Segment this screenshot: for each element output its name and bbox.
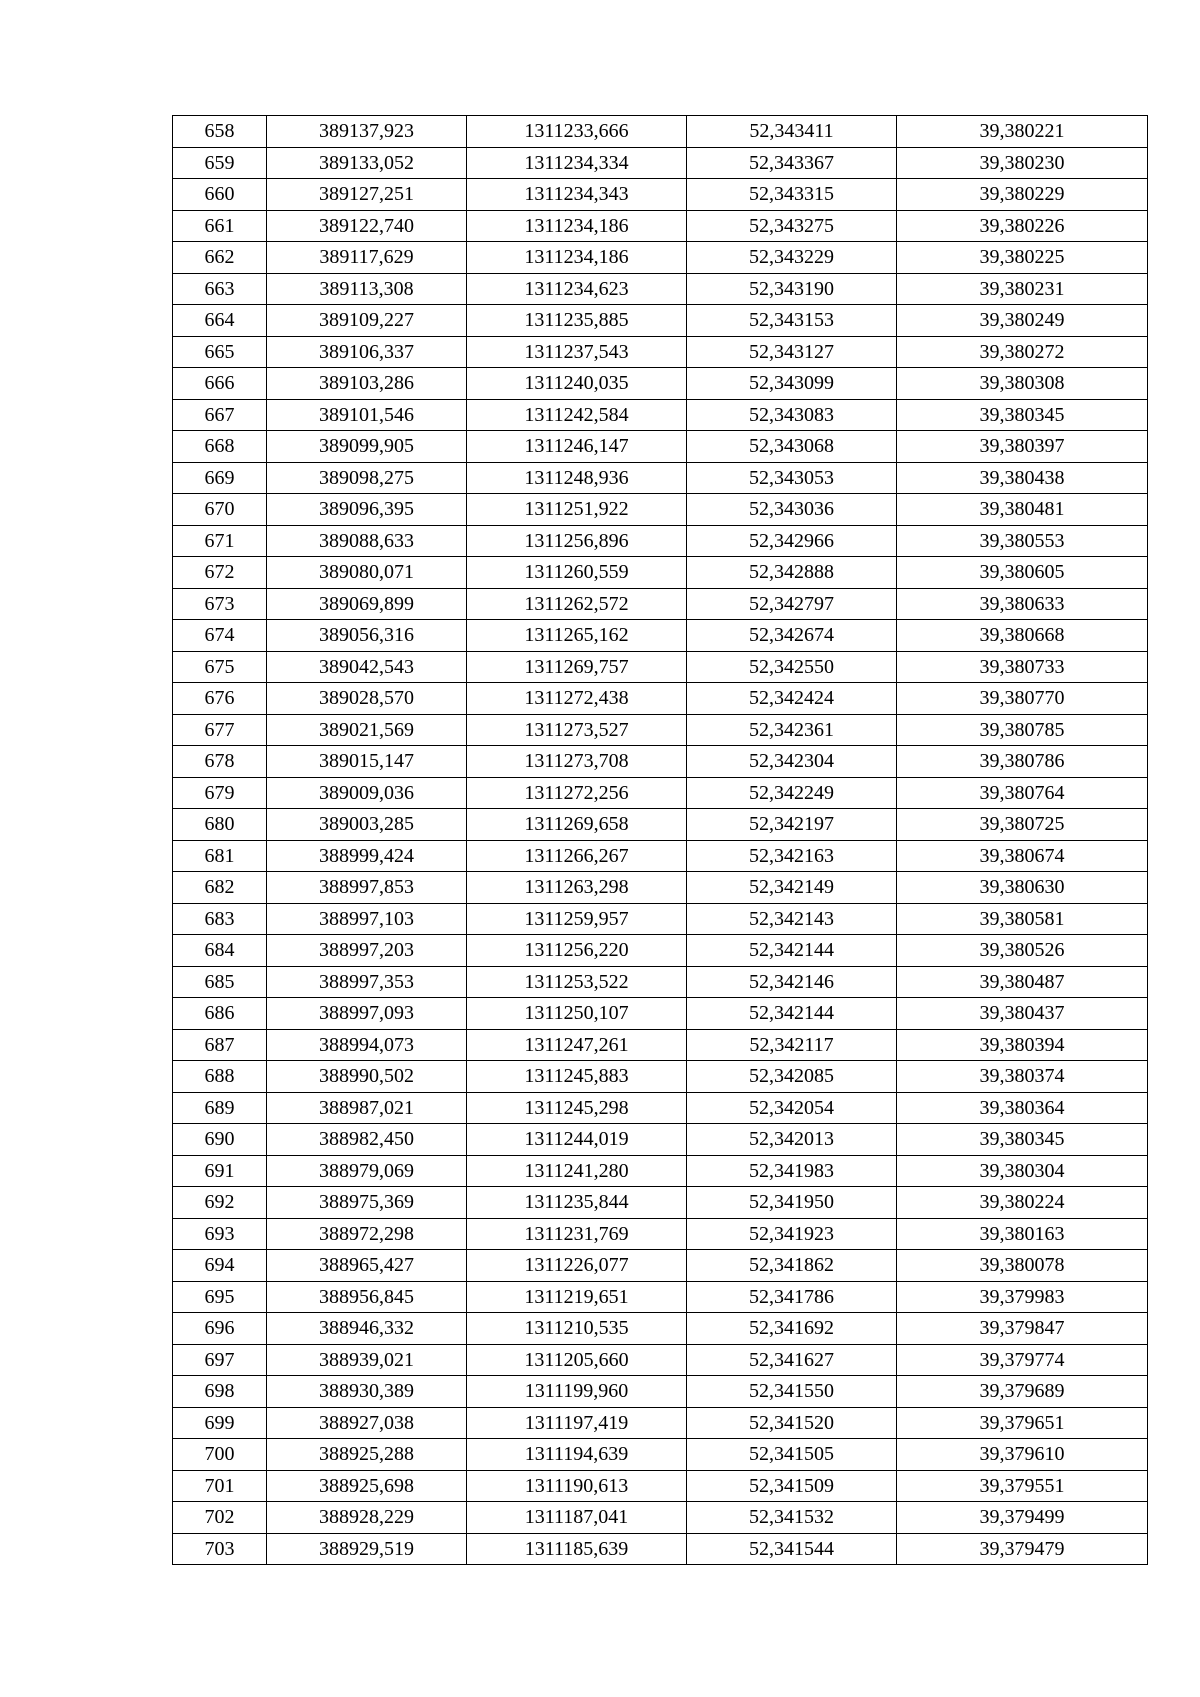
latitude-cell: 52,342674 [687, 620, 897, 652]
latitude-cell: 52,343068 [687, 431, 897, 463]
point-number-cell: 689 [173, 1092, 267, 1124]
coordinates-table [172, 115, 1148, 1565]
longitude-cell: 39,380438 [897, 462, 1148, 494]
latitude-cell: 52,341544 [687, 1533, 897, 1565]
longitude-cell: 39,380397 [897, 431, 1148, 463]
longitude-cell: 39,379479 [897, 1533, 1148, 1565]
table-row [173, 147, 1148, 179]
longitude-cell: 39,380394 [897, 1029, 1148, 1061]
point-number-cell: 688 [173, 1061, 267, 1093]
longitude-cell: 39,380487 [897, 966, 1148, 998]
table-row [173, 116, 1148, 148]
latitude-cell: 52,341520 [687, 1407, 897, 1439]
point-number-cell: 679 [173, 777, 267, 809]
table-row [173, 777, 1148, 809]
y-coordinate-cell: 1311259,957 [467, 903, 687, 935]
table-row [173, 494, 1148, 526]
point-number-cell: 677 [173, 714, 267, 746]
table-row [173, 1250, 1148, 1282]
table-row [173, 1470, 1148, 1502]
y-coordinate-cell: 1311234,186 [467, 242, 687, 274]
x-coordinate-cell: 389015,147 [267, 746, 467, 778]
latitude-cell: 52,343190 [687, 273, 897, 305]
x-coordinate-cell: 389080,071 [267, 557, 467, 589]
y-coordinate-cell: 1311240,035 [467, 368, 687, 400]
y-coordinate-cell: 1311247,261 [467, 1029, 687, 1061]
longitude-cell: 39,380633 [897, 588, 1148, 620]
x-coordinate-cell: 389028,570 [267, 683, 467, 715]
x-coordinate-cell: 389117,629 [267, 242, 467, 274]
latitude-cell: 52,341862 [687, 1250, 897, 1282]
y-coordinate-cell: 1311263,298 [467, 872, 687, 904]
longitude-cell: 39,379610 [897, 1439, 1148, 1471]
latitude-cell: 52,341550 [687, 1376, 897, 1408]
x-coordinate-cell: 388929,519 [267, 1533, 467, 1565]
table-row [173, 840, 1148, 872]
table-row [173, 1029, 1148, 1061]
x-coordinate-cell: 388965,427 [267, 1250, 467, 1282]
longitude-cell: 39,380785 [897, 714, 1148, 746]
point-number-cell: 701 [173, 1470, 267, 1502]
table-row [173, 242, 1148, 274]
x-coordinate-cell: 389127,251 [267, 179, 467, 211]
coordinates-table-body [173, 116, 1148, 1565]
table-row [173, 620, 1148, 652]
table-row [173, 210, 1148, 242]
latitude-cell: 52,343036 [687, 494, 897, 526]
point-number-cell: 658 [173, 116, 267, 148]
longitude-cell: 39,379983 [897, 1281, 1148, 1313]
x-coordinate-cell: 389133,052 [267, 147, 467, 179]
point-number-cell: 696 [173, 1313, 267, 1345]
table-row [173, 462, 1148, 494]
latitude-cell: 52,343127 [687, 336, 897, 368]
table-row [173, 1407, 1148, 1439]
x-coordinate-cell: 388997,093 [267, 998, 467, 1030]
point-number-cell: 703 [173, 1533, 267, 1565]
x-coordinate-cell: 389056,316 [267, 620, 467, 652]
table-row [173, 746, 1148, 778]
x-coordinate-cell: 388939,021 [267, 1344, 467, 1376]
latitude-cell: 52,342304 [687, 746, 897, 778]
table-row [173, 525, 1148, 557]
latitude-cell: 52,343053 [687, 462, 897, 494]
latitude-cell: 52,343411 [687, 116, 897, 148]
table-row [173, 1218, 1148, 1250]
table-row [173, 1439, 1148, 1471]
table-row [173, 683, 1148, 715]
longitude-cell: 39,380437 [897, 998, 1148, 1030]
x-coordinate-cell: 388997,103 [267, 903, 467, 935]
x-coordinate-cell: 388990,502 [267, 1061, 467, 1093]
y-coordinate-cell: 1311246,147 [467, 431, 687, 463]
latitude-cell: 52,343367 [687, 147, 897, 179]
x-coordinate-cell: 389101,546 [267, 399, 467, 431]
y-coordinate-cell: 1311244,019 [467, 1124, 687, 1156]
table-row [173, 809, 1148, 841]
point-number-cell: 698 [173, 1376, 267, 1408]
latitude-cell: 52,341509 [687, 1470, 897, 1502]
latitude-cell: 52,343315 [687, 179, 897, 211]
x-coordinate-cell: 389098,275 [267, 462, 467, 494]
y-coordinate-cell: 1311233,666 [467, 116, 687, 148]
latitude-cell: 52,342797 [687, 588, 897, 620]
y-coordinate-cell: 1311235,844 [467, 1187, 687, 1219]
table-row [173, 1187, 1148, 1219]
y-coordinate-cell: 1311260,559 [467, 557, 687, 589]
x-coordinate-cell: 388994,073 [267, 1029, 467, 1061]
point-number-cell: 691 [173, 1155, 267, 1187]
latitude-cell: 52,343229 [687, 242, 897, 274]
table-row [173, 179, 1148, 211]
latitude-cell: 52,341786 [687, 1281, 897, 1313]
table-row [173, 1533, 1148, 1565]
longitude-cell: 39,380345 [897, 399, 1148, 431]
y-coordinate-cell: 1311242,584 [467, 399, 687, 431]
longitude-cell: 39,379847 [897, 1313, 1148, 1345]
point-number-cell: 702 [173, 1502, 267, 1534]
y-coordinate-cell: 1311265,162 [467, 620, 687, 652]
longitude-cell: 39,380374 [897, 1061, 1148, 1093]
y-coordinate-cell: 1311187,041 [467, 1502, 687, 1534]
point-number-cell: 687 [173, 1029, 267, 1061]
table-row [173, 1061, 1148, 1093]
longitude-cell: 39,380764 [897, 777, 1148, 809]
point-number-cell: 664 [173, 305, 267, 337]
y-coordinate-cell: 1311199,960 [467, 1376, 687, 1408]
y-coordinate-cell: 1311234,623 [467, 273, 687, 305]
y-coordinate-cell: 1311190,613 [467, 1470, 687, 1502]
y-coordinate-cell: 1311234,343 [467, 179, 687, 211]
x-coordinate-cell: 388979,069 [267, 1155, 467, 1187]
latitude-cell: 52,342550 [687, 651, 897, 683]
x-coordinate-cell: 388946,332 [267, 1313, 467, 1345]
point-number-cell: 683 [173, 903, 267, 935]
point-number-cell: 675 [173, 651, 267, 683]
latitude-cell: 52,341692 [687, 1313, 897, 1345]
point-number-cell: 681 [173, 840, 267, 872]
latitude-cell: 52,342144 [687, 998, 897, 1030]
point-number-cell: 661 [173, 210, 267, 242]
longitude-cell: 39,380272 [897, 336, 1148, 368]
table-row [173, 998, 1148, 1030]
y-coordinate-cell: 1311194,639 [467, 1439, 687, 1471]
x-coordinate-cell: 388997,203 [267, 935, 467, 967]
longitude-cell: 39,380308 [897, 368, 1148, 400]
longitude-cell: 39,380725 [897, 809, 1148, 841]
x-coordinate-cell: 388997,353 [267, 966, 467, 998]
table-row [173, 935, 1148, 967]
point-number-cell: 678 [173, 746, 267, 778]
latitude-cell: 52,342013 [687, 1124, 897, 1156]
y-coordinate-cell: 1311273,708 [467, 746, 687, 778]
y-coordinate-cell: 1311226,077 [467, 1250, 687, 1282]
latitude-cell: 52,341532 [687, 1502, 897, 1534]
longitude-cell: 39,379774 [897, 1344, 1148, 1376]
table-row [173, 1124, 1148, 1156]
x-coordinate-cell: 388925,698 [267, 1470, 467, 1502]
x-coordinate-cell: 389109,227 [267, 305, 467, 337]
x-coordinate-cell: 389113,308 [267, 273, 467, 305]
x-coordinate-cell: 388982,450 [267, 1124, 467, 1156]
point-number-cell: 684 [173, 935, 267, 967]
x-coordinate-cell: 388972,298 [267, 1218, 467, 1250]
latitude-cell: 52,342197 [687, 809, 897, 841]
x-coordinate-cell: 389069,899 [267, 588, 467, 620]
latitude-cell: 52,342249 [687, 777, 897, 809]
point-number-cell: 663 [173, 273, 267, 305]
longitude-cell: 39,380630 [897, 872, 1148, 904]
latitude-cell: 52,342117 [687, 1029, 897, 1061]
longitude-cell: 39,379689 [897, 1376, 1148, 1408]
point-number-cell: 692 [173, 1187, 267, 1219]
point-number-cell: 686 [173, 998, 267, 1030]
table-row [173, 1313, 1148, 1345]
point-number-cell: 674 [173, 620, 267, 652]
point-number-cell: 673 [173, 588, 267, 620]
y-coordinate-cell: 1311197,419 [467, 1407, 687, 1439]
x-coordinate-cell: 389096,395 [267, 494, 467, 526]
longitude-cell: 39,380526 [897, 935, 1148, 967]
latitude-cell: 52,341950 [687, 1187, 897, 1219]
point-number-cell: 670 [173, 494, 267, 526]
latitude-cell: 52,342054 [687, 1092, 897, 1124]
longitude-cell: 39,379651 [897, 1407, 1148, 1439]
x-coordinate-cell: 388928,229 [267, 1502, 467, 1534]
table-row [173, 273, 1148, 305]
table-row [173, 966, 1148, 998]
point-number-cell: 669 [173, 462, 267, 494]
x-coordinate-cell: 389106,337 [267, 336, 467, 368]
x-coordinate-cell: 388930,389 [267, 1376, 467, 1408]
x-coordinate-cell: 388987,021 [267, 1092, 467, 1124]
longitude-cell: 39,380733 [897, 651, 1148, 683]
latitude-cell: 52,341983 [687, 1155, 897, 1187]
y-coordinate-cell: 1311231,769 [467, 1218, 687, 1250]
point-number-cell: 667 [173, 399, 267, 431]
point-number-cell: 660 [173, 179, 267, 211]
table-row [173, 431, 1148, 463]
point-number-cell: 690 [173, 1124, 267, 1156]
point-number-cell: 668 [173, 431, 267, 463]
latitude-cell: 52,342888 [687, 557, 897, 589]
y-coordinate-cell: 1311251,922 [467, 494, 687, 526]
longitude-cell: 39,379551 [897, 1470, 1148, 1502]
y-coordinate-cell: 1311248,936 [467, 462, 687, 494]
point-number-cell: 694 [173, 1250, 267, 1282]
y-coordinate-cell: 1311262,572 [467, 588, 687, 620]
table-row [173, 903, 1148, 935]
longitude-cell: 39,380364 [897, 1092, 1148, 1124]
latitude-cell: 52,343099 [687, 368, 897, 400]
longitude-cell: 39,380226 [897, 210, 1148, 242]
table-row [173, 1092, 1148, 1124]
y-coordinate-cell: 1311250,107 [467, 998, 687, 1030]
point-number-cell: 659 [173, 147, 267, 179]
point-number-cell: 685 [173, 966, 267, 998]
table-row [173, 1155, 1148, 1187]
x-coordinate-cell: 389009,036 [267, 777, 467, 809]
x-coordinate-cell: 388997,853 [267, 872, 467, 904]
longitude-cell: 39,380229 [897, 179, 1148, 211]
y-coordinate-cell: 1311241,280 [467, 1155, 687, 1187]
x-coordinate-cell: 389099,905 [267, 431, 467, 463]
table-row [173, 1376, 1148, 1408]
table-row [173, 651, 1148, 683]
x-coordinate-cell: 389042,543 [267, 651, 467, 683]
y-coordinate-cell: 1311234,186 [467, 210, 687, 242]
x-coordinate-cell: 388975,369 [267, 1187, 467, 1219]
point-number-cell: 699 [173, 1407, 267, 1439]
y-coordinate-cell: 1311272,438 [467, 683, 687, 715]
longitude-cell: 39,380481 [897, 494, 1148, 526]
x-coordinate-cell: 388927,038 [267, 1407, 467, 1439]
longitude-cell: 39,380231 [897, 273, 1148, 305]
point-number-cell: 695 [173, 1281, 267, 1313]
x-coordinate-cell: 388999,424 [267, 840, 467, 872]
longitude-cell: 39,379499 [897, 1502, 1148, 1534]
x-coordinate-cell: 389122,740 [267, 210, 467, 242]
table-row [173, 588, 1148, 620]
latitude-cell: 52,341627 [687, 1344, 897, 1376]
point-number-cell: 697 [173, 1344, 267, 1376]
point-number-cell: 671 [173, 525, 267, 557]
latitude-cell: 52,342144 [687, 935, 897, 967]
table-row [173, 1281, 1148, 1313]
table-row [173, 336, 1148, 368]
table-row [173, 714, 1148, 746]
y-coordinate-cell: 1311205,660 [467, 1344, 687, 1376]
y-coordinate-cell: 1311219,651 [467, 1281, 687, 1313]
longitude-cell: 39,380674 [897, 840, 1148, 872]
longitude-cell: 39,380225 [897, 242, 1148, 274]
x-coordinate-cell: 389137,923 [267, 116, 467, 148]
table-row [173, 1344, 1148, 1376]
latitude-cell: 52,342163 [687, 840, 897, 872]
table-row [173, 368, 1148, 400]
y-coordinate-cell: 1311235,885 [467, 305, 687, 337]
longitude-cell: 39,380249 [897, 305, 1148, 337]
latitude-cell: 52,342146 [687, 966, 897, 998]
point-number-cell: 676 [173, 683, 267, 715]
y-coordinate-cell: 1311256,220 [467, 935, 687, 967]
x-coordinate-cell: 389021,569 [267, 714, 467, 746]
longitude-cell: 39,380605 [897, 557, 1148, 589]
point-number-cell: 666 [173, 368, 267, 400]
table-row [173, 1502, 1148, 1534]
table-row [173, 399, 1148, 431]
latitude-cell: 52,341505 [687, 1439, 897, 1471]
longitude-cell: 39,380668 [897, 620, 1148, 652]
y-coordinate-cell: 1311272,256 [467, 777, 687, 809]
longitude-cell: 39,380581 [897, 903, 1148, 935]
longitude-cell: 39,380786 [897, 746, 1148, 778]
point-number-cell: 672 [173, 557, 267, 589]
longitude-cell: 39,380553 [897, 525, 1148, 557]
longitude-cell: 39,380345 [897, 1124, 1148, 1156]
point-number-cell: 680 [173, 809, 267, 841]
longitude-cell: 39,380230 [897, 147, 1148, 179]
table-row [173, 305, 1148, 337]
y-coordinate-cell: 1311234,334 [467, 147, 687, 179]
longitude-cell: 39,380221 [897, 116, 1148, 148]
table-row [173, 557, 1148, 589]
y-coordinate-cell: 1311273,527 [467, 714, 687, 746]
latitude-cell: 52,341923 [687, 1218, 897, 1250]
latitude-cell: 52,342361 [687, 714, 897, 746]
latitude-cell: 52,342966 [687, 525, 897, 557]
longitude-cell: 39,380163 [897, 1218, 1148, 1250]
x-coordinate-cell: 388956,845 [267, 1281, 467, 1313]
table-row [173, 872, 1148, 904]
y-coordinate-cell: 1311237,543 [467, 336, 687, 368]
latitude-cell: 52,343153 [687, 305, 897, 337]
latitude-cell: 52,343275 [687, 210, 897, 242]
x-coordinate-cell: 389003,285 [267, 809, 467, 841]
point-number-cell: 700 [173, 1439, 267, 1471]
y-coordinate-cell: 1311266,267 [467, 840, 687, 872]
longitude-cell: 39,380224 [897, 1187, 1148, 1219]
y-coordinate-cell: 1311245,298 [467, 1092, 687, 1124]
latitude-cell: 52,342149 [687, 872, 897, 904]
latitude-cell: 52,343083 [687, 399, 897, 431]
y-coordinate-cell: 1311253,522 [467, 966, 687, 998]
x-coordinate-cell: 389103,286 [267, 368, 467, 400]
y-coordinate-cell: 1311210,535 [467, 1313, 687, 1345]
longitude-cell: 39,380770 [897, 683, 1148, 715]
point-number-cell: 665 [173, 336, 267, 368]
x-coordinate-cell: 388925,288 [267, 1439, 467, 1471]
latitude-cell: 52,342424 [687, 683, 897, 715]
point-number-cell: 682 [173, 872, 267, 904]
latitude-cell: 52,342085 [687, 1061, 897, 1093]
y-coordinate-cell: 1311245,883 [467, 1061, 687, 1093]
y-coordinate-cell: 1311185,639 [467, 1533, 687, 1565]
x-coordinate-cell: 389088,633 [267, 525, 467, 557]
latitude-cell: 52,342143 [687, 903, 897, 935]
longitude-cell: 39,380078 [897, 1250, 1148, 1282]
y-coordinate-cell: 1311269,658 [467, 809, 687, 841]
y-coordinate-cell: 1311256,896 [467, 525, 687, 557]
point-number-cell: 662 [173, 242, 267, 274]
longitude-cell: 39,380304 [897, 1155, 1148, 1187]
point-number-cell: 693 [173, 1218, 267, 1250]
y-coordinate-cell: 1311269,757 [467, 651, 687, 683]
